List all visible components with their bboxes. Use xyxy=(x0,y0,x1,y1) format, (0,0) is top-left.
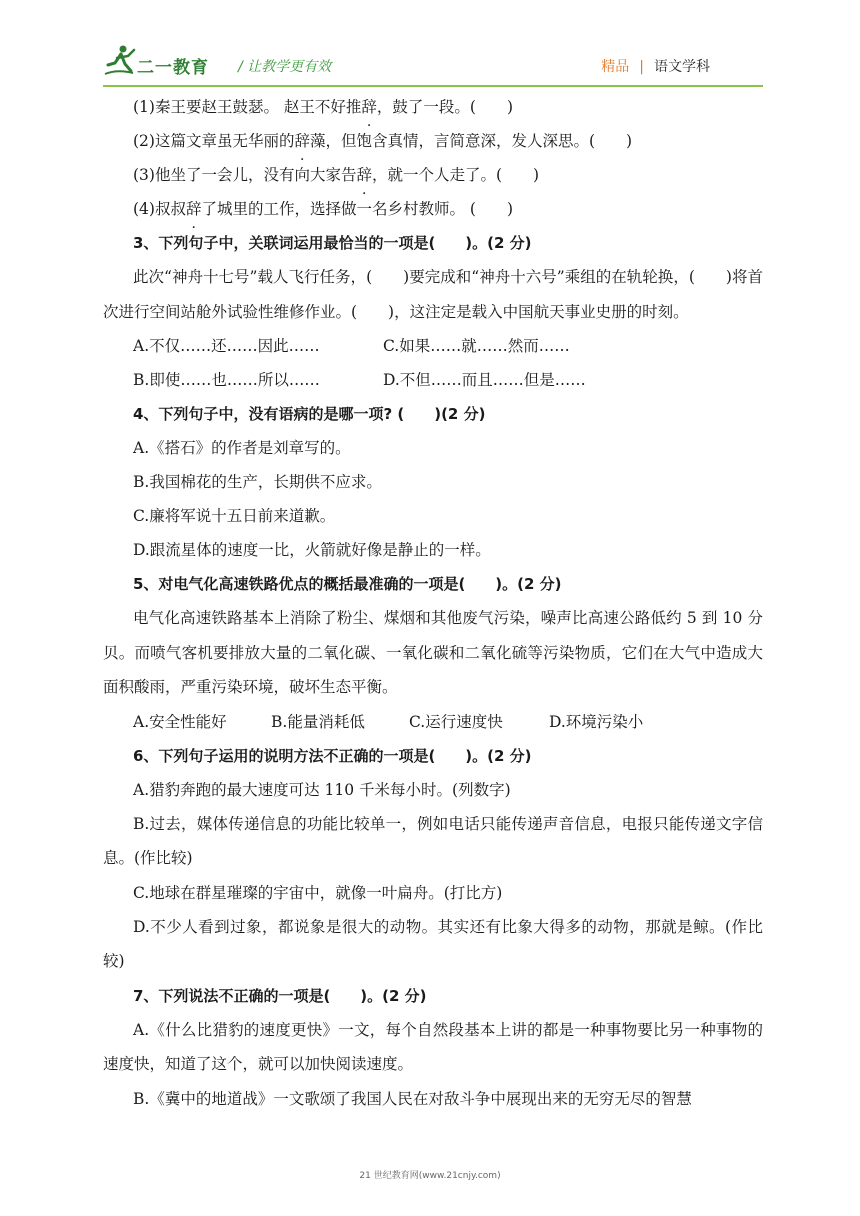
option-b: B.即使……也……所以…… xyxy=(133,371,320,389)
option-c: C.地球在群星璀璨的宇宙中，就像一叶扁舟。(打比方) xyxy=(133,883,503,902)
option-b: B.我国棉花的生产，长期供不应求。 xyxy=(133,473,382,491)
option-c: C.运行速度快 xyxy=(409,712,503,731)
running-figure-icon xyxy=(103,44,137,78)
page-footer: 21 世纪教育网(www.21cnjy.com) xyxy=(359,1171,501,1181)
option-d: D.环境污染小 xyxy=(549,712,644,731)
subject-label: 语文学科 xyxy=(654,59,710,75)
option-a: A.安全性能好 xyxy=(133,712,227,731)
document-body xyxy=(103,90,763,1116)
question-3-options-row2 xyxy=(103,363,763,397)
item-1: (1)秦王要赵王鼓瑟。 赵王不好推辞，鼓了一段。( ) xyxy=(133,98,514,116)
header-divider xyxy=(103,85,763,87)
question-6-title: 6、下列句子运用的说明方法不正确的一项是( )。(2 分) xyxy=(133,746,532,765)
header-subject xyxy=(601,56,710,76)
question-5-title: 5、对电气化高速铁路优点的概括最准确的一项是( )。(2 分) xyxy=(133,575,562,593)
item-3: (3)他坐了一会儿，没有向大家告辞，就一个人走了。( ) xyxy=(133,166,540,184)
logo-text: 二一教育 xyxy=(137,58,209,78)
option-d: D.不但……而且……但是…… xyxy=(383,371,586,389)
page-header xyxy=(0,0,860,88)
question-3-text: 此次“神舟十七号”载人飞行任务，( )要完成和“神舟十六号”乘组的在轨轮换，( )将首次进行空间站舱外试验性维修作业。( )，这注定是载入中国航天事业史册的时刻。 xyxy=(103,268,763,321)
option-a: A.猎豹奔跑的最大速度可达 110 千米每小时。(列数字) xyxy=(133,780,511,799)
logo xyxy=(103,44,223,84)
item-2: (2)这篇文章虽无华丽的辞藻，但饱含真情，言简意深，发人深思。( ) xyxy=(133,132,633,150)
item-4: (4)叔叔辞了城里的工作，选择做一名乡村教师。 ( ) xyxy=(133,200,514,218)
question-5-text: 电气化高速铁路基本上消除了粉尘、煤烟和其他废气污染，噪声比高速公路低约 5 到 10 分贝。而喷气客机要排放大量的二氧化碳、一氧化碳和二氧化硫等污染物质，它们在大气中造成大面积酸雨，严重污染环境，破坏生态平衡。 xyxy=(103,609,763,696)
option-b: B.过去，媒体传递信息的功能比较单一，例如电话只能传递声音信息，电报只能传递文字信息。(作比较) xyxy=(103,814,763,867)
slogan: / 让教学更有效 xyxy=(238,59,332,75)
option-b: B.能量消耗低 xyxy=(271,712,365,731)
option-b: B.《冀中的地道战》一文歌颂了我国人民在对敌斗争中展现出来的无穷无尽的智慧 xyxy=(133,1089,692,1108)
option-a: A.《什么比猎豹的速度更快》一文，每个自然段基本上讲的都是一种事物要比另一种事物的速度快，知道了这个，就可以加快阅读速度。 xyxy=(103,1020,763,1073)
option-d: D.跟流星体的速度一比，火箭就好像是静止的一样。 xyxy=(133,541,491,559)
question-3-options-row1 xyxy=(103,329,763,363)
question-4-title: 4、下列句子中，没有语病的是哪一项? ( )(2 分) xyxy=(133,405,486,423)
quality-tag: 精品 xyxy=(601,59,630,75)
question-3-title: 3、下列句子中，关联词运用最恰当的一项是( )。(2 分) xyxy=(133,234,532,252)
option-a: A.《搭石》的作者是刘章写的。 xyxy=(133,439,351,457)
option-c: C.廉将军说十五日前来道歉。 xyxy=(133,507,336,525)
header-separator: | xyxy=(639,59,644,75)
question-5-options xyxy=(103,705,763,739)
option-d: D.不少人看到过象，都说象是很大的动物。其实还有比象大得多的动物，那就是鲸。(作比较) xyxy=(103,917,763,970)
option-c: C.如果……就……然而…… xyxy=(383,337,570,355)
option-a: A.不仅……还……因此…… xyxy=(133,337,320,355)
question-7-title: 7、下列说法不正确的一项是( )。(2 分) xyxy=(133,986,427,1005)
